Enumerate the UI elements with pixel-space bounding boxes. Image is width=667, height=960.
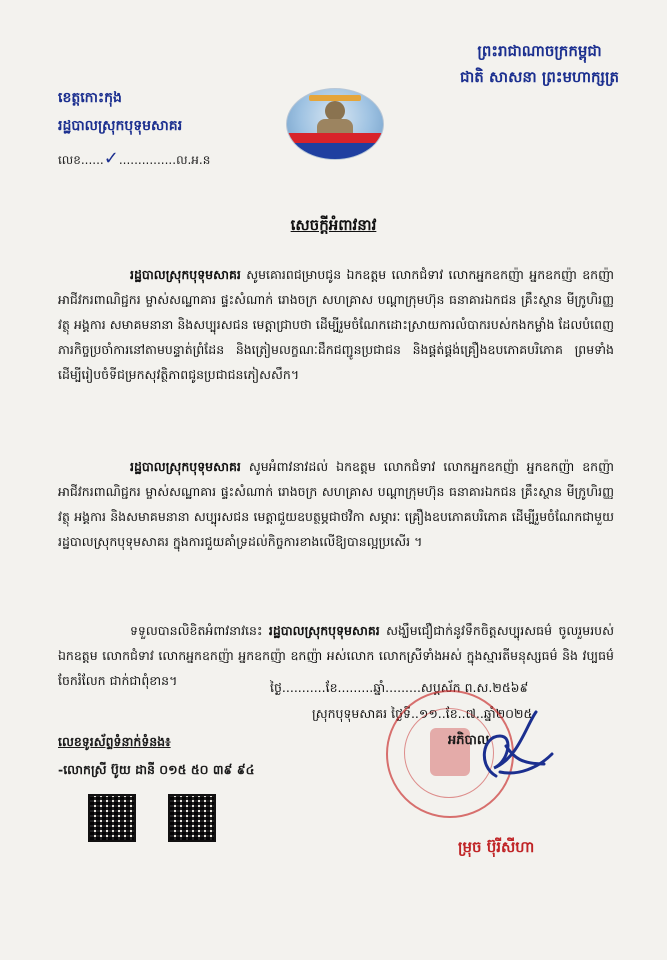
signer-name: ម្រុច ប៊ុរីសីហា bbox=[458, 838, 535, 856]
district-admin-name: រដ្ឋបាលស្រុកបុទុមសាគរ bbox=[58, 118, 183, 134]
paragraph-2-text: សូមអំពាវនាវដល់ ឯកឧត្តម លោកជំទាវ លោកអ្នកឧកញ៉ា អ្នកឧកញ៉ា ឧកញ៉ា អាជីវករពាណិជ្ជករ ម្ចាស់សណ្ឋាគារ ផ្ទះសំណាក់ រោងចក្រ សហគ្រាស បណ្តាក្រុមហ៊ុន ធនាគារឯកជន គ្រឹះស្ថាន មីក្រូហិរញ្ញវត្ថុ អង្គការ និងសមាគមនានា សប្បុរសជន មេត្តាជួយឧបត្ថម្ភជាថវិកា សម្ភារៈ គ្រឿងឧបភោគបរិភោគ ដើម្បីរួមចំណែកជាមួយ រដ្ឋបាលស្រុកបុទុមសាគរ ក្នុងការជួយគាំទ្រដល់កិច្ចការខាងលើឱ្យបានល្អប្រសើរ ។ bbox=[58, 459, 614, 549]
qr-code-2 bbox=[168, 794, 216, 842]
national-motto: ជាតិ សាសនា ព្រះមហាក្សត្រ bbox=[460, 68, 619, 86]
paragraph-3-prefix: ទទួលបានលិខិតអំពាវនាវនេះ bbox=[130, 623, 269, 638]
header-admin-block bbox=[58, 84, 182, 140]
lunar-date-line: ថ្ងៃ...........ខែ.........ឆ្នាំ.........សប្តស័ក ព.ស.២៥៦៩ bbox=[270, 680, 529, 695]
paragraph-1-lead: រដ្ឋបាលស្រុកបុទុមសាគរ bbox=[130, 267, 241, 282]
paragraph-2-lead: រដ្ឋបាលស្រុកបុទុមសាគរ bbox=[130, 459, 241, 474]
paragraph-3-text: សង្ឃឹមជឿជាក់នូវទឹកចិត្តសប្បុរសធម៌ ចូលរួមរបស់ ឯកឧត្តម លោកជំទាវ លោកអ្នកឧកញ៉ា អ្នកឧកញ៉ា ឧកញ៉ា អស់លោក លោកស្រីទាំងអស់ ក្នុងស្មារតីមនុស្សធម៌ និង វប្បធម៌ចែករំលែក ជាក់ជាពុំខាន។ bbox=[58, 623, 614, 688]
ref-prefix: លេខ bbox=[58, 153, 81, 167]
qr-code-1 bbox=[88, 794, 136, 842]
statue-head bbox=[325, 101, 345, 121]
province-name: ខេត្តកោះកុង bbox=[58, 90, 122, 106]
ref-suffix: ល.អ.ន bbox=[176, 153, 211, 167]
paragraph-3-lead: រដ្ឋបាលស្រុកបុទុមសាគរ bbox=[268, 623, 380, 638]
handwritten-signature bbox=[448, 706, 558, 796]
solar-date-line: ស្រុកបុទុមសាគរ ថ្ងៃទី..១១..ខែ..៧..ឆ្នាំ២០២៥ bbox=[312, 706, 533, 721]
logo-red-band bbox=[287, 133, 383, 143]
paragraph-2 bbox=[58, 454, 614, 554]
district-emblem-logo bbox=[286, 88, 384, 160]
header-kingdom-block bbox=[460, 38, 619, 90]
logo-blue-band bbox=[287, 143, 383, 159]
kingdom-title: ព្រះរាជាណាចក្រកម្ពុជា bbox=[477, 42, 602, 60]
contact-phone-line: -លោកស្រី ប៊ូយ ដានី ០១៥ ៥០ ៣៩ ៩៤ bbox=[58, 762, 255, 777]
paragraph-1 bbox=[58, 262, 614, 387]
reference-number-line: លេខ......✓...............ល.អ.ន bbox=[58, 148, 211, 169]
contact-label: លេខទូរស័ព្ទទំនាក់ទំនង៖ bbox=[58, 734, 171, 749]
paragraph-1-text: សូមគោរពជម្រាបជូន ឯកឧត្តម លោកជំទាវ លោកអ្នកឧកញ៉ា អ្នកឧកញ៉ា ឧកញ៉ា អាជីវករពាណិជ្ជករ ម្ចាស់សណ្ឋាគារ ផ្ទះសំណាក់ រោងចក្រ សហគ្រាស បណ្តាក្រុមហ៊ុន ធនាគារឯកជន គ្រឹះស្ថាន មីក្រូហិរញ្ញវត្ថុ អង្គការ សមាគមនានា និងសប្បុរសជន មេត្តាជ្រាបថា ដើម្បីរួមចំណែកដោះស្រាយការលំបាករបស់កងកម្លាំង ដែលបំពេញភារកិច្ចប្រចាំការនៅតាមបន្ទាត់ព្រំដែន និងត្រៀមលក្ខណៈដឹកជញ្ជូនប្រជាជន និងផ្គត់ផ្គង់គ្រឿងឧបភោគបរិភោគ ព្រមទាំងដើម្បីរៀបចំទីជម្រកសុវត្ថិភាពជូនប្រជាជនភៀសសឹក។ bbox=[58, 267, 614, 382]
ref-mark: ✓ bbox=[103, 148, 119, 169]
signatory-title: អភិបាល bbox=[448, 733, 490, 748]
document-title: សេចក្តីអំពាវនាវ bbox=[290, 216, 377, 234]
